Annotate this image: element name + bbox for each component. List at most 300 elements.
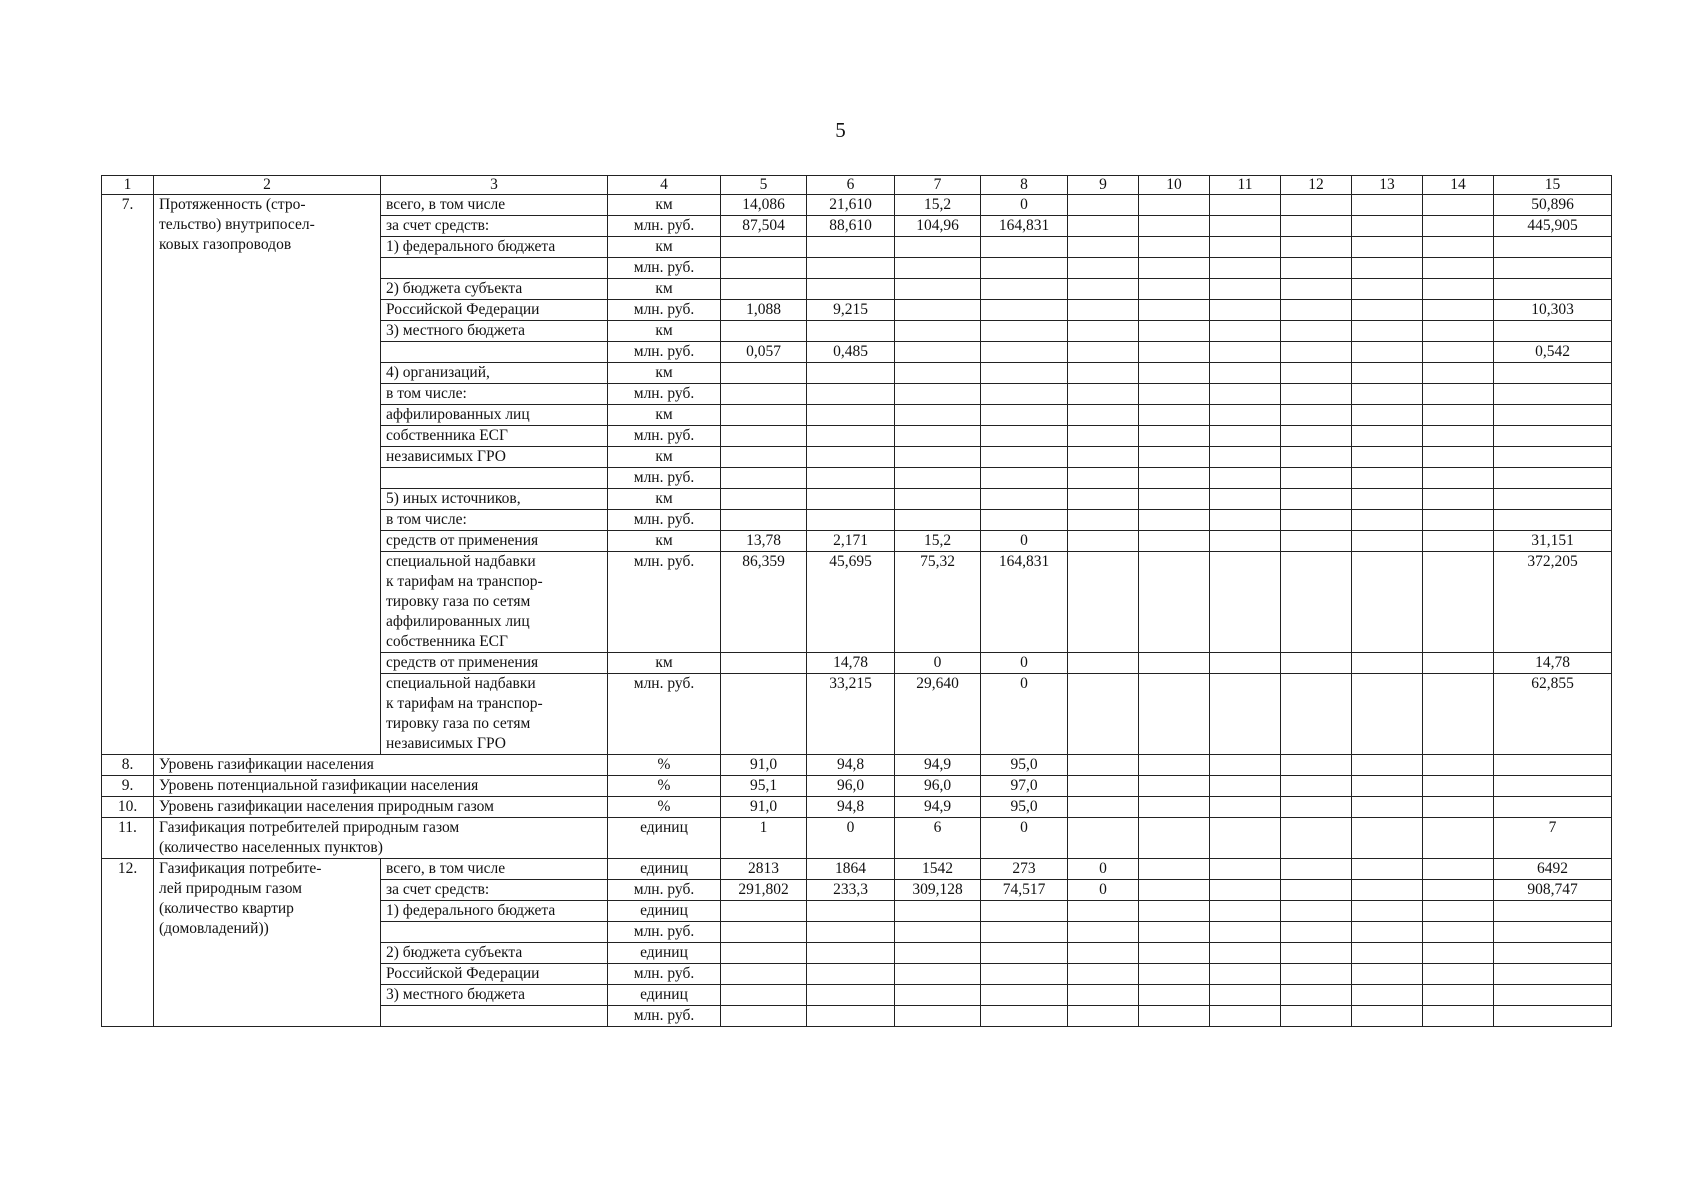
value-cell — [1139, 468, 1210, 489]
value-cell: 74,517 — [981, 880, 1068, 901]
value-cell: 0,057 — [721, 342, 807, 363]
value-cell: 87,504 — [721, 216, 807, 237]
value-cell — [1281, 880, 1352, 901]
indicator-name: Уровень газификации населения — [154, 755, 608, 776]
value-cell — [1423, 755, 1494, 776]
value-cell — [1210, 384, 1281, 405]
value-cell: 0 — [1068, 859, 1139, 880]
value-cell: 94,8 — [807, 797, 895, 818]
value-cell — [1281, 552, 1352, 653]
unit: млн. руб. — [608, 342, 721, 363]
value-cell — [1068, 342, 1139, 363]
value-cell — [1210, 985, 1281, 1006]
funding-source: 3) местного бюджета — [381, 321, 608, 342]
value-cell — [1139, 776, 1210, 797]
value-cell — [1068, 943, 1139, 964]
funding-source: 5) иных источников, — [381, 489, 608, 510]
funding-source — [381, 1006, 608, 1027]
value-cell — [1210, 300, 1281, 321]
value-cell — [1281, 342, 1352, 363]
value-cell — [721, 468, 807, 489]
value-cell — [1210, 797, 1281, 818]
unit: единиц — [608, 943, 721, 964]
value-cell — [1210, 342, 1281, 363]
value-cell — [1281, 755, 1352, 776]
value-cell — [1352, 859, 1423, 880]
value-cell — [1423, 922, 1494, 943]
value-cell — [1281, 964, 1352, 985]
value-cell — [1352, 964, 1423, 985]
value-cell: 1864 — [807, 859, 895, 880]
value-cell — [807, 901, 895, 922]
value-cell — [1352, 489, 1423, 510]
value-cell — [1423, 405, 1494, 426]
total-cell — [1494, 943, 1612, 964]
value-cell — [1068, 279, 1139, 300]
value-cell — [895, 510, 981, 531]
row-number: 7. — [102, 195, 154, 755]
value-cell — [1281, 1006, 1352, 1027]
column-number: 9 — [1068, 176, 1139, 195]
value-cell — [721, 510, 807, 531]
value-cell — [721, 922, 807, 943]
funding-source — [381, 922, 608, 943]
unit: млн. руб. — [608, 300, 721, 321]
value-cell — [1139, 300, 1210, 321]
indicator-name — [154, 859, 381, 1027]
unit: % — [608, 755, 721, 776]
funding-source: независимых ГРО — [381, 447, 608, 468]
value-cell — [895, 405, 981, 426]
value-cell — [1423, 279, 1494, 300]
value-cell — [1423, 237, 1494, 258]
value-cell — [1281, 901, 1352, 922]
value-cell — [981, 943, 1068, 964]
funding-source: за счет средств: — [381, 216, 608, 237]
funding-source: собственника ЕСГ — [381, 426, 608, 447]
value-cell — [1210, 468, 1281, 489]
value-cell: 104,96 — [895, 216, 981, 237]
value-cell — [1139, 818, 1210, 859]
value-cell — [1281, 468, 1352, 489]
indicator-name-line: лей природным газом — [159, 880, 302, 897]
value-cell — [1210, 216, 1281, 237]
value-cell: 94,9 — [895, 755, 981, 776]
value-cell — [895, 901, 981, 922]
unit: млн. руб. — [608, 510, 721, 531]
value-cell — [895, 300, 981, 321]
total-cell — [1494, 489, 1612, 510]
value-cell — [1210, 405, 1281, 426]
unit: млн. руб. — [608, 922, 721, 943]
value-cell — [1210, 363, 1281, 384]
value-cell — [1068, 258, 1139, 279]
value-cell — [1352, 531, 1423, 552]
value-cell — [1139, 552, 1210, 653]
value-cell — [1352, 552, 1423, 653]
indicator-name-line: (количество квартир — [159, 900, 294, 917]
value-cell — [807, 405, 895, 426]
value-cell — [1068, 468, 1139, 489]
value-cell — [1210, 755, 1281, 776]
value-cell — [1068, 922, 1139, 943]
value-cell — [1210, 279, 1281, 300]
column-number: 6 — [807, 176, 895, 195]
value-cell — [1423, 300, 1494, 321]
value-cell — [1139, 342, 1210, 363]
value-cell — [1210, 237, 1281, 258]
value-cell — [1139, 426, 1210, 447]
value-cell — [807, 279, 895, 300]
indicator-name-line: ковых газопроводов — [159, 236, 292, 253]
value-cell: 164,831 — [981, 216, 1068, 237]
value-cell: 13,78 — [721, 531, 807, 552]
page-number: 5 — [835, 118, 846, 142]
value-cell — [1352, 797, 1423, 818]
value-cell — [1352, 755, 1423, 776]
unit: млн. руб. — [608, 674, 721, 755]
value-cell — [1210, 510, 1281, 531]
indicator-name-line: Газификация потребите- — [159, 860, 322, 877]
value-cell — [1210, 489, 1281, 510]
value-cell: 86,359 — [721, 552, 807, 653]
funding-source — [381, 342, 608, 363]
value-cell — [1281, 363, 1352, 384]
unit: % — [608, 797, 721, 818]
unit: км — [608, 447, 721, 468]
value-cell: 0,485 — [807, 342, 895, 363]
value-cell — [1281, 859, 1352, 880]
value-cell — [1352, 776, 1423, 797]
value-cell — [807, 426, 895, 447]
indicator-name-line: (домовладений)) — [159, 920, 269, 937]
value-cell — [1139, 258, 1210, 279]
value-cell — [721, 653, 807, 674]
value-cell — [1281, 922, 1352, 943]
value-cell: 29,640 — [895, 674, 981, 755]
value-cell — [1068, 901, 1139, 922]
value-cell — [1068, 964, 1139, 985]
value-cell — [981, 321, 1068, 342]
unit: км — [608, 237, 721, 258]
value-cell — [895, 468, 981, 489]
funding-source: в том числе: — [381, 384, 608, 405]
value-cell — [1210, 818, 1281, 859]
value-cell — [1352, 510, 1423, 531]
row-number: 12. — [102, 859, 154, 1027]
value-cell: 0 — [981, 818, 1068, 859]
total-cell — [1494, 964, 1612, 985]
value-cell — [1139, 531, 1210, 552]
value-cell — [1352, 237, 1423, 258]
value-cell — [1423, 797, 1494, 818]
value-cell — [1281, 653, 1352, 674]
table-row — [102, 755, 1612, 776]
value-cell — [981, 237, 1068, 258]
value-cell: 96,0 — [807, 776, 895, 797]
value-cell — [1210, 674, 1281, 755]
value-cell — [1423, 859, 1494, 880]
value-cell: 95,0 — [981, 755, 1068, 776]
value-cell: 91,0 — [721, 797, 807, 818]
value-cell — [1068, 510, 1139, 531]
column-number: 8 — [981, 176, 1068, 195]
funding-source: 3) местного бюджета — [381, 985, 608, 1006]
value-cell — [1281, 674, 1352, 755]
total-cell: 50,896 — [1494, 195, 1612, 216]
column-number: 14 — [1423, 176, 1494, 195]
value-cell — [1352, 342, 1423, 363]
value-cell — [1423, 653, 1494, 674]
funding-source: аффилированных лиц — [381, 405, 608, 426]
value-cell: 273 — [981, 859, 1068, 880]
total-cell: 6492 — [1494, 859, 1612, 880]
indicator-name: Уровень газификации населения природным газом — [154, 797, 608, 818]
funding-source: 2) бюджета субъекта — [381, 943, 608, 964]
value-cell — [1423, 985, 1494, 1006]
value-cell: 91,0 — [721, 755, 807, 776]
value-cell — [1068, 426, 1139, 447]
value-cell — [1139, 653, 1210, 674]
value-cell — [1139, 195, 1210, 216]
value-cell — [981, 405, 1068, 426]
value-cell: 2,171 — [807, 531, 895, 552]
column-number: 10 — [1139, 176, 1210, 195]
value-cell: 0 — [807, 818, 895, 859]
value-cell — [981, 447, 1068, 468]
table-row — [102, 195, 1612, 216]
value-cell — [981, 426, 1068, 447]
column-number: 5 — [721, 176, 807, 195]
value-cell — [1139, 279, 1210, 300]
value-cell — [1423, 321, 1494, 342]
value-cell — [1281, 321, 1352, 342]
value-cell — [1423, 510, 1494, 531]
value-cell — [895, 363, 981, 384]
value-cell — [1352, 258, 1423, 279]
total-cell — [1494, 258, 1612, 279]
value-cell — [1423, 531, 1494, 552]
unit: км — [608, 653, 721, 674]
value-cell — [981, 922, 1068, 943]
value-cell — [1352, 300, 1423, 321]
value-cell — [807, 964, 895, 985]
value-cell — [1352, 426, 1423, 447]
funding-source: всего, в том числе — [381, 195, 608, 216]
value-cell — [1139, 510, 1210, 531]
unit: % — [608, 776, 721, 797]
value-cell — [895, 964, 981, 985]
value-cell — [1352, 195, 1423, 216]
unit: км — [608, 531, 721, 552]
value-cell — [1139, 216, 1210, 237]
value-cell — [981, 985, 1068, 1006]
value-cell — [1139, 384, 1210, 405]
value-cell: 1,088 — [721, 300, 807, 321]
value-cell — [1210, 195, 1281, 216]
value-cell: 21,610 — [807, 195, 895, 216]
value-cell — [1281, 447, 1352, 468]
value-cell — [1281, 279, 1352, 300]
value-cell — [981, 300, 1068, 321]
funding-source: всего, в том числе — [381, 859, 608, 880]
total-cell: 31,151 — [1494, 531, 1612, 552]
indicator-name: Уровень потенциальной газификации населения — [154, 776, 608, 797]
value-cell — [1423, 880, 1494, 901]
value-cell — [1210, 447, 1281, 468]
value-cell: 96,0 — [895, 776, 981, 797]
value-cell — [1068, 653, 1139, 674]
value-cell — [1352, 818, 1423, 859]
value-cell — [721, 321, 807, 342]
value-cell — [721, 384, 807, 405]
indicator-name: Газификация потребителей природным газом (количество населенных пунктов) — [154, 818, 608, 859]
value-cell — [981, 489, 1068, 510]
value-cell — [1423, 363, 1494, 384]
row-number: 9. — [102, 776, 154, 797]
value-cell — [1352, 674, 1423, 755]
value-cell — [1423, 384, 1494, 405]
value-cell — [1139, 943, 1210, 964]
value-cell — [1423, 195, 1494, 216]
value-cell — [1210, 776, 1281, 797]
value-cell — [1139, 363, 1210, 384]
column-number: 3 — [381, 176, 608, 195]
value-cell — [981, 342, 1068, 363]
total-cell — [1494, 1006, 1612, 1027]
value-cell — [1281, 510, 1352, 531]
funding-source: 2) бюджета субъекта — [381, 279, 608, 300]
value-cell — [721, 426, 807, 447]
value-cell — [1139, 237, 1210, 258]
table-row — [102, 818, 1612, 859]
funding-source: специальной надбавки к тарифам на транспор- тировку газа по сетям независимых ГРО — [381, 674, 608, 755]
funding-source: Российской Федерации — [381, 964, 608, 985]
total-cell: 445,905 — [1494, 216, 1612, 237]
value-cell — [721, 447, 807, 468]
value-cell — [981, 510, 1068, 531]
unit: млн. руб. — [608, 468, 721, 489]
value-cell — [1281, 258, 1352, 279]
total-cell — [1494, 426, 1612, 447]
value-cell — [1139, 405, 1210, 426]
value-cell — [1210, 880, 1281, 901]
value-cell — [807, 363, 895, 384]
value-cell — [1068, 384, 1139, 405]
value-cell: 94,9 — [895, 797, 981, 818]
value-cell — [807, 237, 895, 258]
value-cell: 0 — [981, 653, 1068, 674]
table-row — [102, 859, 1612, 880]
value-cell — [721, 279, 807, 300]
value-cell — [1352, 405, 1423, 426]
value-cell — [1423, 552, 1494, 653]
column-number: 13 — [1352, 176, 1423, 195]
value-cell — [1281, 384, 1352, 405]
value-cell — [1210, 552, 1281, 653]
total-cell: 0,542 — [1494, 342, 1612, 363]
value-cell — [1068, 447, 1139, 468]
value-cell — [1068, 818, 1139, 859]
total-cell — [1494, 985, 1612, 1006]
value-cell — [807, 468, 895, 489]
row-number: 10. — [102, 797, 154, 818]
value-cell — [1281, 818, 1352, 859]
value-cell — [1423, 342, 1494, 363]
value-cell: 45,695 — [807, 552, 895, 653]
total-cell — [1494, 384, 1612, 405]
unit: км — [608, 489, 721, 510]
value-cell — [1068, 552, 1139, 653]
value-cell — [1423, 964, 1494, 985]
value-cell — [1423, 216, 1494, 237]
value-cell — [807, 943, 895, 964]
funding-source: в том числе: — [381, 510, 608, 531]
value-cell: 88,610 — [807, 216, 895, 237]
value-cell — [1068, 985, 1139, 1006]
value-cell — [895, 321, 981, 342]
value-cell — [1139, 859, 1210, 880]
value-cell — [1210, 922, 1281, 943]
value-cell — [1068, 237, 1139, 258]
unit: км — [608, 405, 721, 426]
value-cell — [1352, 985, 1423, 1006]
value-cell — [1352, 216, 1423, 237]
value-cell — [895, 922, 981, 943]
value-cell — [895, 384, 981, 405]
unit: единиц — [608, 985, 721, 1006]
value-cell: 9,215 — [807, 300, 895, 321]
value-cell — [721, 258, 807, 279]
value-cell — [895, 489, 981, 510]
value-cell — [1139, 985, 1210, 1006]
value-cell — [981, 901, 1068, 922]
total-cell — [1494, 279, 1612, 300]
value-cell: 1 — [721, 818, 807, 859]
value-cell — [981, 363, 1068, 384]
value-cell: 291,802 — [721, 880, 807, 901]
value-cell: 94,8 — [807, 755, 895, 776]
value-cell — [1423, 447, 1494, 468]
value-cell — [1281, 776, 1352, 797]
indicator-name-line: тельство) внутрипосел- — [159, 216, 315, 233]
value-cell — [721, 985, 807, 1006]
total-cell — [1494, 468, 1612, 489]
value-cell — [1210, 1006, 1281, 1027]
value-cell: 15,2 — [895, 531, 981, 552]
value-cell — [1068, 300, 1139, 321]
value-cell — [981, 279, 1068, 300]
value-cell: 1542 — [895, 859, 981, 880]
row-number: 11. — [102, 818, 154, 859]
value-cell — [1352, 922, 1423, 943]
value-cell: 309,128 — [895, 880, 981, 901]
value-cell — [1352, 880, 1423, 901]
total-cell: 372,205 — [1494, 552, 1612, 653]
value-cell — [1423, 818, 1494, 859]
value-cell — [1281, 300, 1352, 321]
value-cell — [1352, 1006, 1423, 1027]
value-cell — [807, 922, 895, 943]
column-number: 4 — [608, 176, 721, 195]
value-cell — [807, 510, 895, 531]
value-cell — [1423, 674, 1494, 755]
unit: км — [608, 363, 721, 384]
total-cell — [1494, 405, 1612, 426]
value-cell — [1139, 797, 1210, 818]
value-cell — [981, 384, 1068, 405]
total-cell — [1494, 922, 1612, 943]
